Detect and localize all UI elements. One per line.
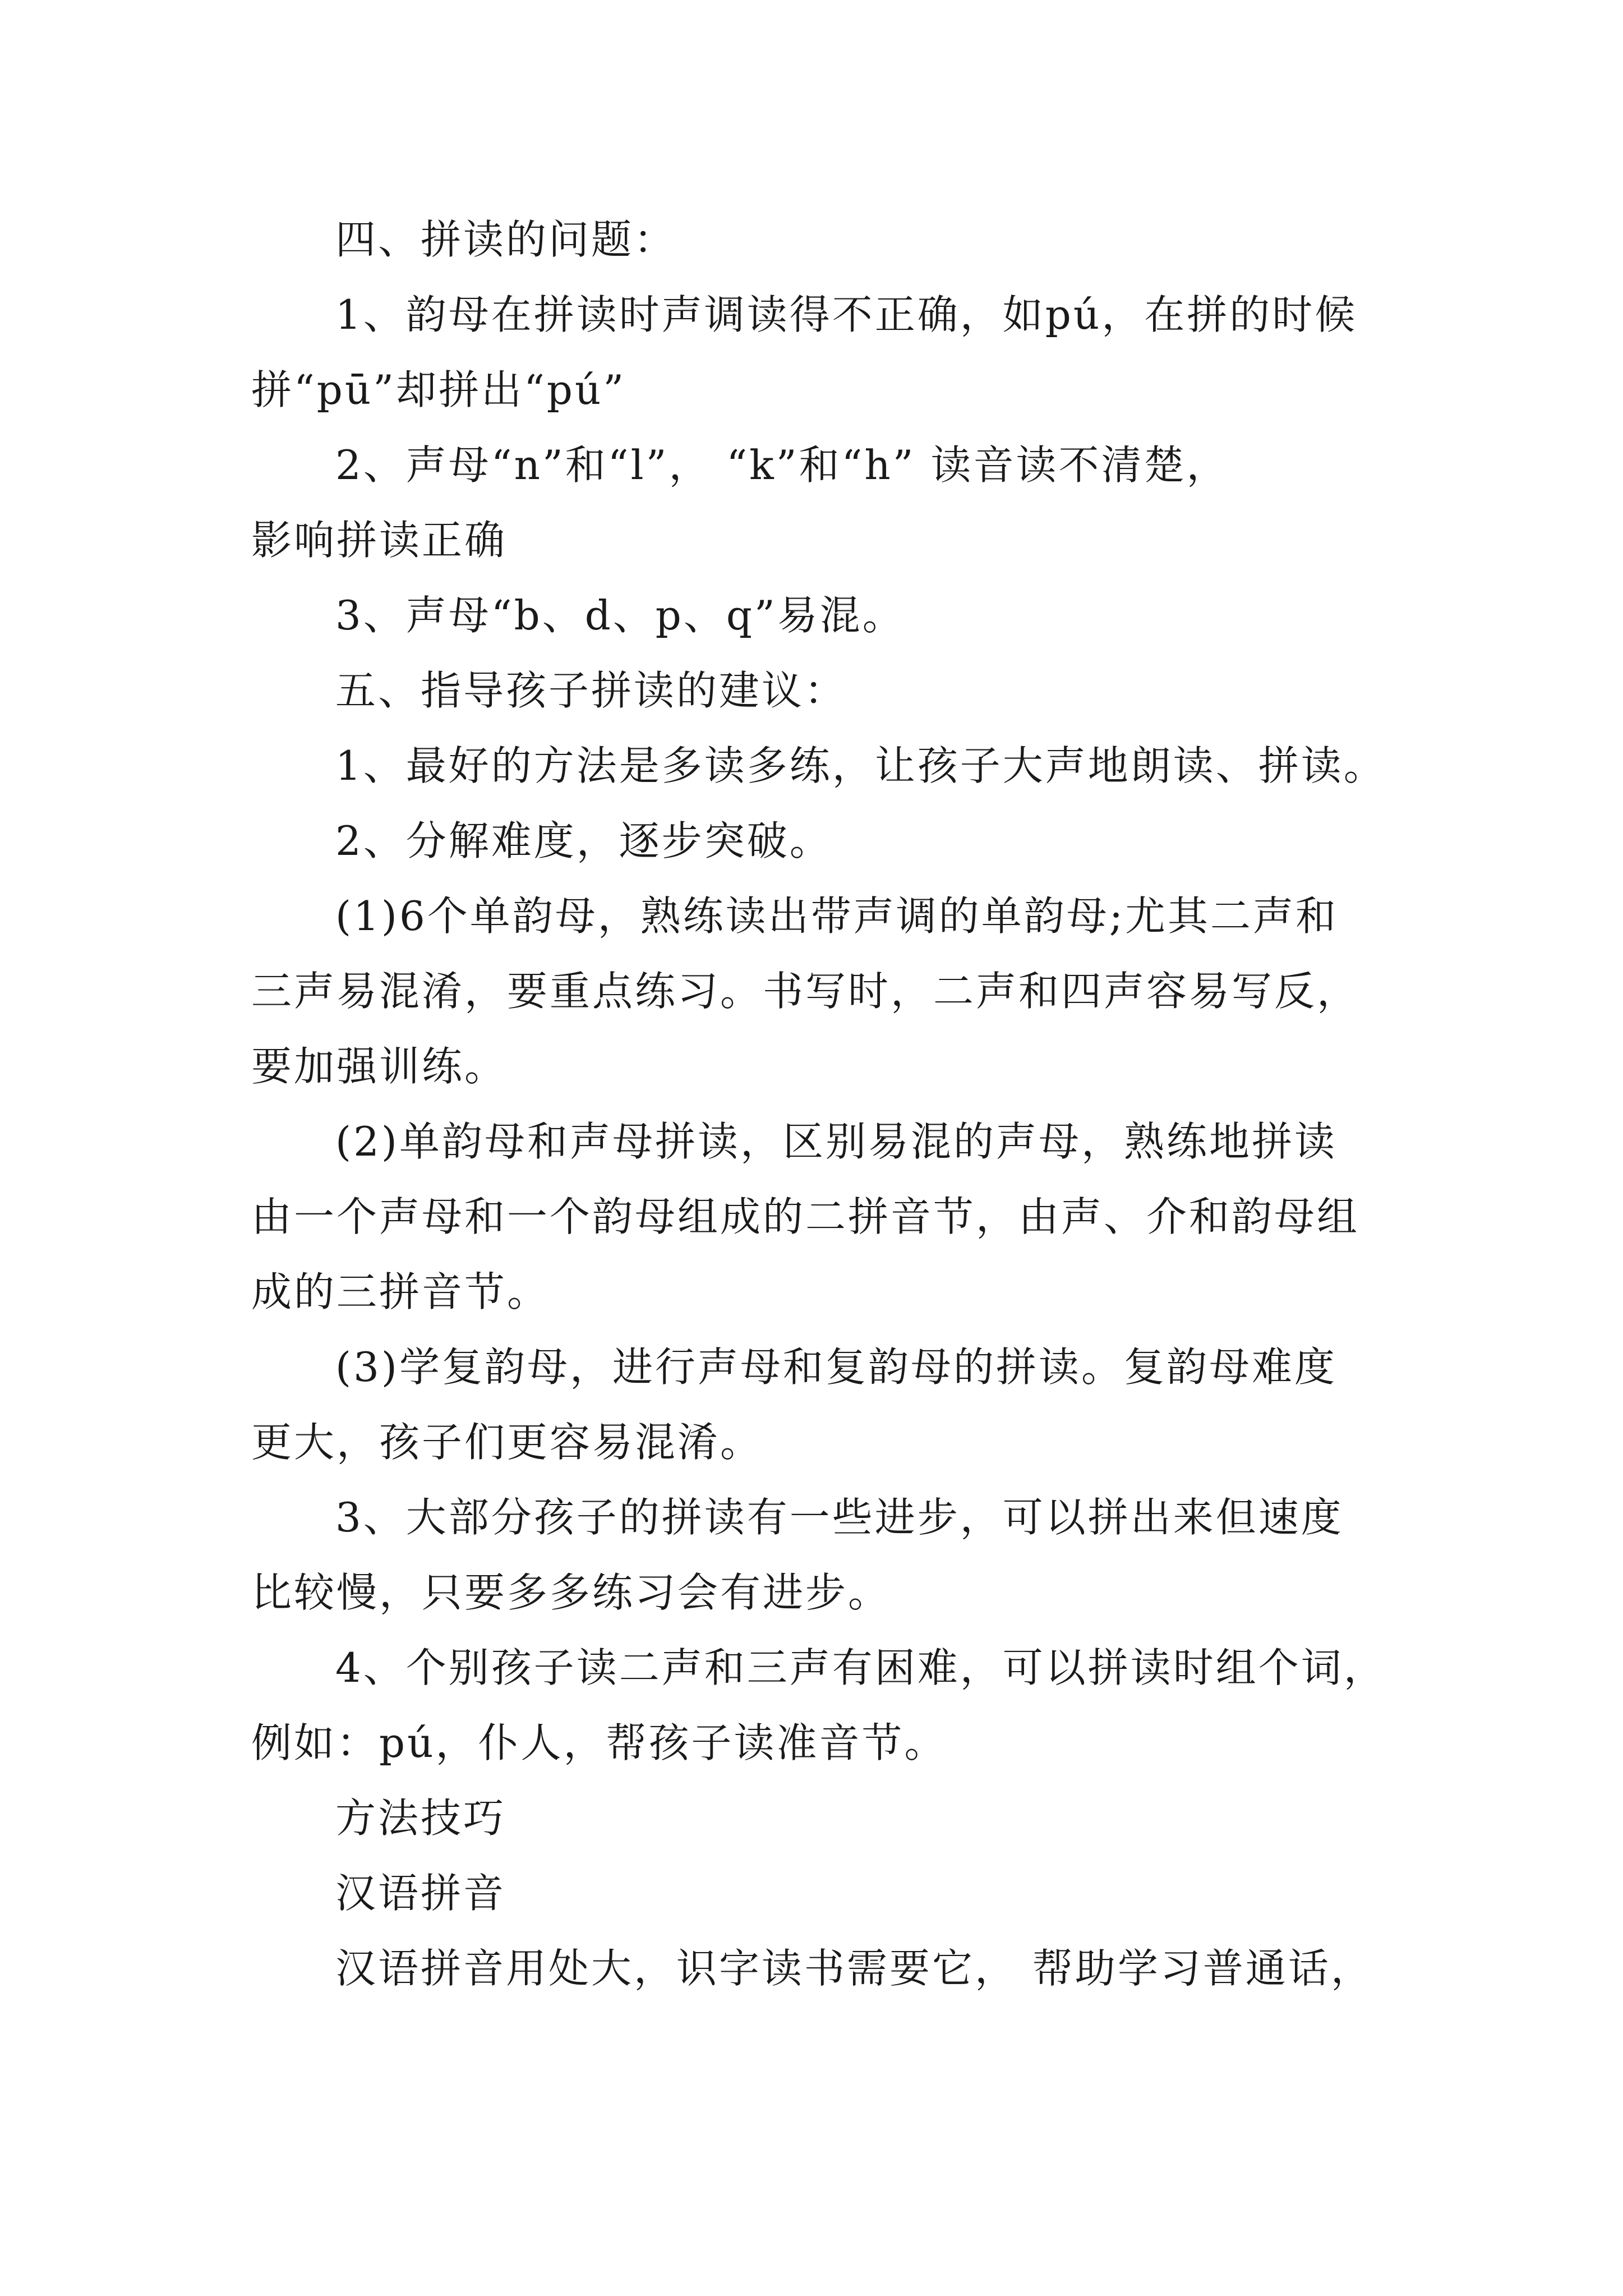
paragraph-line: 汉语拼音用处大，识字读书需要它， 帮助学习普通话，: [335, 1945, 1373, 1992]
heading-hanyu-pinyin: 汉语拼音: [335, 1870, 506, 1917]
paragraph-line: (3)学复韵母，进行声母和复韵母的拼读。复韵母难度: [335, 1343, 1337, 1391]
heading-suggestions: 五、指导孩子拼读的建议：: [335, 667, 847, 714]
paragraph-line: (2)单韵母和声母拼读，区别易混的声母，熟练地拼读: [335, 1118, 1337, 1165]
paragraph-line: 三声易混淆，要重点练习。书写时，二声和四声容易写反，: [251, 968, 1360, 1015]
paragraph-line: 3、大部分孩子的拼读有一些进步，可以拼出来但速度: [335, 1494, 1344, 1541]
heading-pinyin-problems: 四、拼读的问题：: [335, 216, 677, 263]
paragraph-line: 要加强训练。: [251, 1043, 508, 1090]
paragraph-line: 由一个声母和一个韵母组成的二拼音节，由声、介和韵母组: [251, 1193, 1360, 1240]
paragraph-line: 2、分解难度，逐步突破。: [335, 817, 832, 864]
paragraph-line: (1)6个单韵母，熟练读出带声调的单韵母;尤其二声和: [335, 892, 1339, 940]
paragraph-line: 1、韵母在拼读时声调读得不正确，如pú，在拼的时候: [335, 291, 1358, 338]
paragraph-line: 成的三拼音节。: [251, 1268, 550, 1315]
heading-methods-tips: 方法技巧: [335, 1795, 506, 1842]
paragraph-line: 比较慢，只要多多练习会有进步。: [251, 1569, 891, 1616]
paragraph-line: 1、最好的方法是多读多练，让孩子大声地朗读、拼读。: [335, 742, 1386, 789]
paragraph-line: 拼“pū”却拼出“pú”: [251, 366, 626, 413]
paragraph-line: 更大，孩子们更容易混淆。: [251, 1419, 763, 1466]
paragraph-line: 3、声母“b、d、p、q”易混。: [335, 592, 905, 639]
paragraph-line: 2、声母“n”和“l”， “k”和“h” 读音读不清楚，: [335, 441, 1229, 489]
paragraph-line: 影响拼读正确: [251, 517, 508, 564]
paragraph-line: 例如：pú，仆人，帮孩子读准音节。: [251, 1719, 947, 1766]
paragraph-line: 4、个别孩子读二声和三声有困难，可以拼读时组个词，: [335, 1644, 1386, 1691]
document-body: [251, 202, 1386, 2006]
